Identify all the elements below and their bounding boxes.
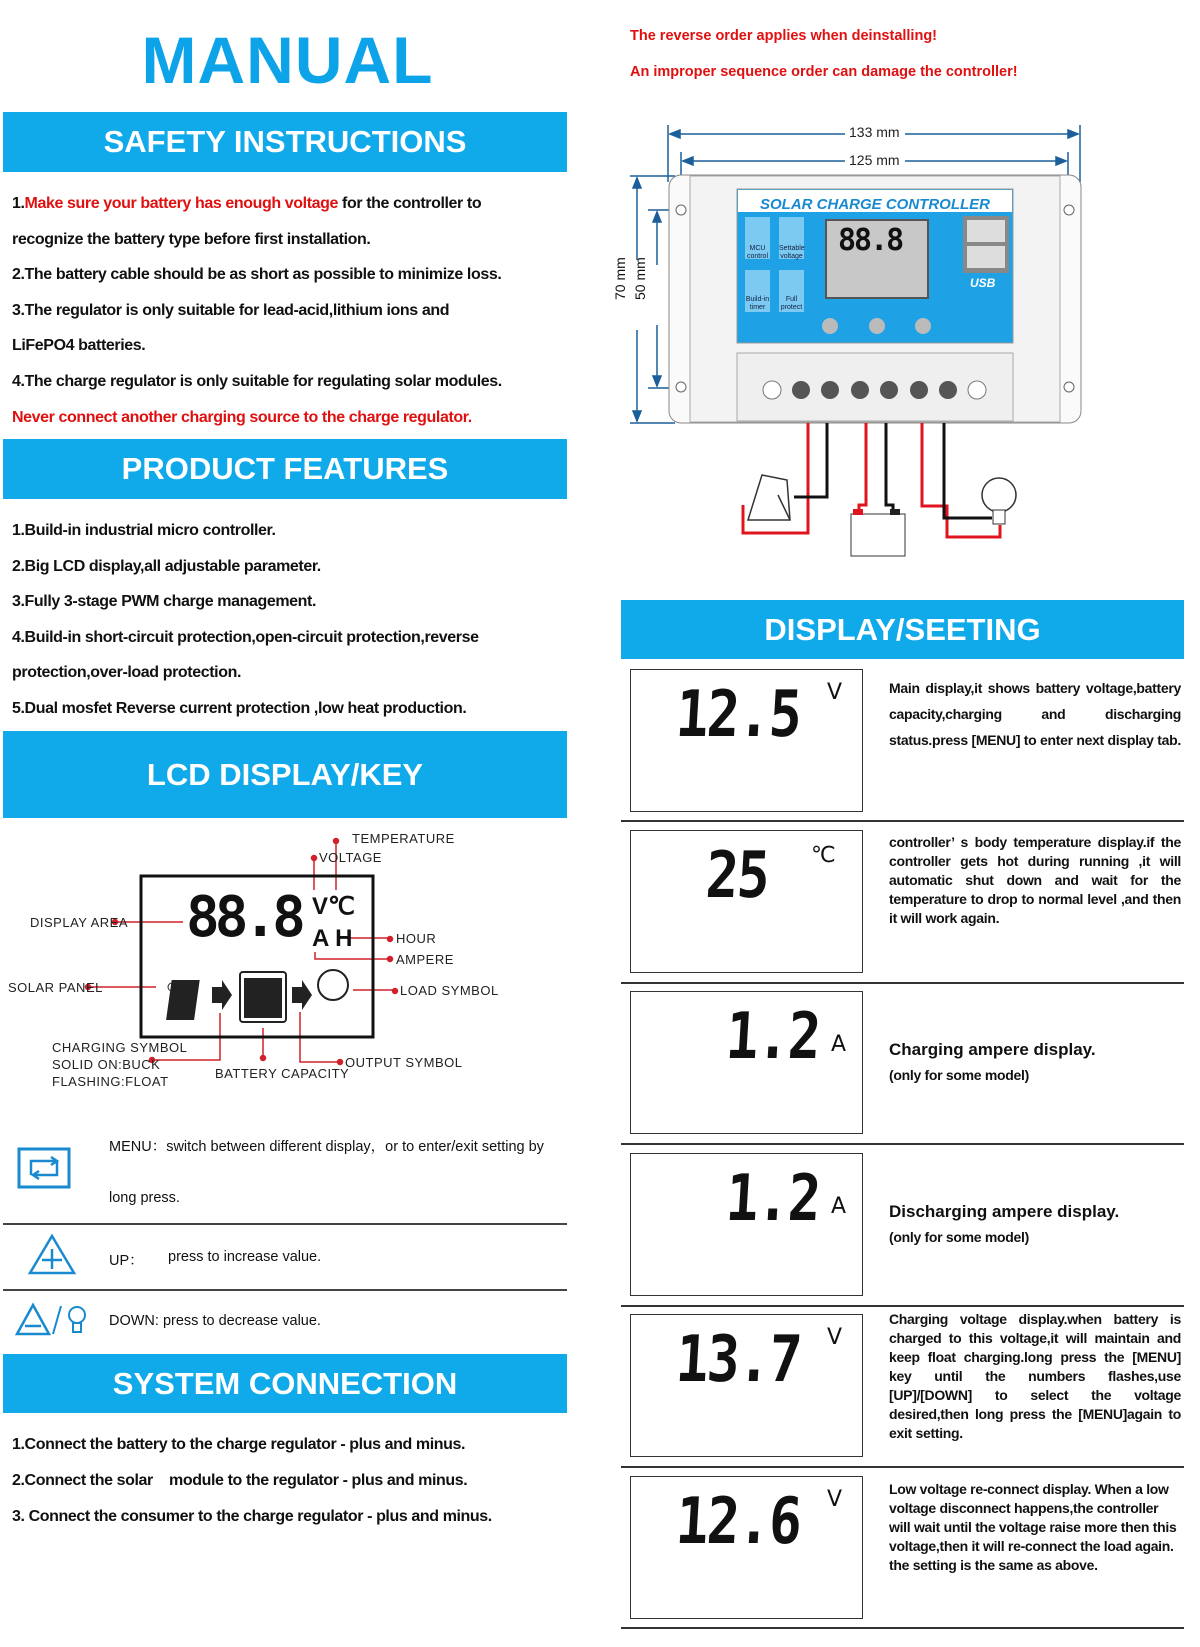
up-key-icon bbox=[28, 1233, 76, 1275]
feature-line: 1.Build-in industrial micro controller. bbox=[12, 522, 276, 539]
num: 1. bbox=[12, 195, 25, 212]
up-desc: press to increase value. bbox=[168, 1249, 322, 1265]
lcd-unit: V bbox=[827, 680, 843, 705]
display-box-discharge-amp bbox=[630, 1153, 863, 1296]
lcd-unit-ah: A H bbox=[312, 925, 353, 952]
lcd-unit: A bbox=[831, 1194, 847, 1219]
lcd-key-header: LCD DISPLAY/KEY bbox=[3, 731, 567, 818]
display-box-charge-amp bbox=[630, 991, 863, 1134]
warning-text: Make sure your battery has enough voltage bbox=[24, 195, 339, 212]
controller-protect: Full protect bbox=[780, 296, 803, 311]
lcd-unit: V bbox=[827, 1487, 843, 1512]
menu-desc-1: MENU：switch between different display，or to enter/exit setting by bbox=[109, 1139, 544, 1155]
lcd-value: 12.6 bbox=[673, 1485, 803, 1559]
feature-line: 4.Build-in short-circuit protection,open-circuit protection,reverse bbox=[12, 629, 479, 646]
label-solar-panel: SOLAR PANEL bbox=[8, 980, 103, 995]
menu-desc-2: long press. bbox=[109, 1190, 180, 1206]
label-voltage: VOLTAGE bbox=[319, 850, 382, 865]
note-deinstall: The reverse order applies when deinstalling! bbox=[630, 28, 938, 44]
note-sequence: An improper sequence order can damage the controller! bbox=[630, 64, 1018, 80]
lcd-unit: ℃ bbox=[811, 843, 836, 868]
label-charging-2: SOLID ON:BUCK bbox=[52, 1057, 161, 1072]
divider bbox=[621, 1466, 1184, 1468]
feature-line: 2.Big LCD display,all adjustable parameter. bbox=[12, 558, 321, 575]
lcd-unit: V bbox=[827, 1325, 843, 1350]
dim-50: 50 mm bbox=[632, 257, 648, 300]
dim-70: 70 mm bbox=[612, 257, 628, 300]
label-display-area: DISPLAY AREA bbox=[30, 915, 129, 930]
divider bbox=[3, 1223, 567, 1225]
label-load-symbol: LOAD SYMBOL bbox=[400, 983, 499, 998]
menu-key-icon bbox=[17, 1147, 73, 1189]
safety-line-5: LiFePO4 batteries. bbox=[12, 337, 146, 354]
display-box-reconnect bbox=[630, 1476, 863, 1619]
display-desc-main: Main display,it shows battery voltage,battery capacity,charging and discharging status.press [MENU] to enter next display tab. bbox=[889, 680, 1181, 748]
lcd-value: 1.2 bbox=[723, 1162, 822, 1236]
controller-usb: USB bbox=[970, 276, 996, 290]
display-sub-charge-amp: (only for some model) bbox=[889, 1067, 1029, 1083]
safety-line-3: 2.The battery cable should be as short as possible to minimize loss. bbox=[12, 266, 502, 283]
divider bbox=[3, 1289, 567, 1291]
display-header: DISPLAY/SEETING bbox=[621, 600, 1184, 659]
display-desc-charge-amp: Charging ampere display. bbox=[889, 1040, 1096, 1059]
divider bbox=[621, 1143, 1184, 1145]
safety-header: SAFETY INSTRUCTIONS bbox=[3, 112, 567, 172]
system-line: 1.Connect the battery to the charge regulator - plus and minus. bbox=[12, 1436, 466, 1453]
controller-title: SOLAR CHARGE CONTROLLER bbox=[760, 196, 990, 213]
display-sub-discharge-amp: (only for some model) bbox=[889, 1229, 1029, 1245]
down-key-icon bbox=[15, 1302, 90, 1336]
feature-line: protection,over-load protection. bbox=[12, 664, 241, 681]
lcd-value: 1.2 bbox=[723, 1000, 822, 1074]
lcd-value: 13.7 bbox=[673, 1323, 803, 1397]
dim-125: 125 mm bbox=[846, 152, 903, 168]
controller-drawing bbox=[600, 100, 1200, 560]
lcd-diagram bbox=[0, 800, 600, 1100]
divider bbox=[621, 982, 1184, 984]
up-label: UP： bbox=[109, 1253, 144, 1269]
controller-lcd-digits: 88.8 bbox=[838, 223, 903, 258]
system-header: SYSTEM CONNECTION bbox=[3, 1354, 567, 1413]
divider bbox=[621, 820, 1184, 822]
label-temperature: TEMPERATURE bbox=[352, 831, 455, 846]
controller-settable: Settable voltage bbox=[779, 245, 805, 260]
lcd-value: 25 bbox=[703, 839, 771, 913]
label-output-symbol: OUTPUT SYMBOL bbox=[345, 1055, 463, 1070]
system-line: 3. Connect the consumer to the charge regulator - plus and minus. bbox=[12, 1508, 492, 1525]
feature-line: 5.Dual mosfet Reverse current protection ,low heat production. bbox=[12, 700, 467, 717]
feature-line: 3.Fully 3-stage PWM charge management. bbox=[12, 593, 316, 610]
label-charging-3: FLASHING:FLOAT bbox=[52, 1074, 169, 1089]
label-ampere: AMPERE bbox=[396, 952, 454, 967]
safety-line-2: recognize the battery type before first installation. bbox=[12, 231, 371, 248]
lcd-unit-vc: V℃ bbox=[312, 893, 355, 920]
divider bbox=[621, 1627, 1184, 1629]
display-box-main bbox=[630, 669, 863, 812]
safety-line-4: 3.The regulator is only suitable for lead-acid,lithium ions and bbox=[12, 302, 450, 319]
safety-warning: Never connect another charging source to the charge regulator. bbox=[12, 409, 472, 426]
lcd-unit: A bbox=[831, 1032, 847, 1057]
system-line: 2.Connect the solar module to the regulator - plus and minus. bbox=[12, 1472, 468, 1489]
safety-line-6: 4.The charge regulator is only suitable for regulating solar modules. bbox=[12, 373, 502, 390]
dim-133: 133 mm bbox=[846, 124, 903, 140]
display-desc-charge-volt: Charging voltage display.when battery is charged to this voltage,it will maintain and keep float charging.long press the [MENU] key until the numbers flashes,use [UP]/[DOWN] to select the voltage desired,then long press the [MENU]again to exit setting. bbox=[889, 1311, 1181, 1441]
label-charging-1: CHARGING SYMBOL bbox=[52, 1040, 188, 1055]
controller-mcu: MCU control bbox=[746, 245, 768, 260]
down-desc: DOWN: press to decrease value. bbox=[109, 1313, 321, 1329]
safety-line-1 bbox=[12, 195, 481, 213]
controller-timer: Build-in timer bbox=[745, 296, 770, 311]
display-box-temp bbox=[630, 830, 863, 973]
lcd-value: 12.5 bbox=[673, 678, 803, 752]
lcd-digits: 88.8 bbox=[186, 885, 301, 950]
display-desc-reconnect: Low voltage re-connect display. When a low voltage disconnect happens,the controller will wait until the voltage raise more then this voltage,then it will re-connect the load again. the setting is the same as above. bbox=[889, 1481, 1177, 1573]
display-box-charge-volt bbox=[630, 1314, 863, 1457]
display-desc-temp: controller’ s body temperature display.if the controller gets hot during running ,it will automatic shut down and wait for the temperature to drop to normal level ,and then it will work again. bbox=[889, 834, 1181, 926]
features-header: PRODUCT FEATURES bbox=[3, 439, 567, 499]
text: for the controller to bbox=[338, 195, 482, 212]
divider bbox=[621, 1305, 1184, 1307]
label-hour: HOUR bbox=[396, 931, 437, 946]
display-desc-discharge-amp: Discharging ampere display. bbox=[889, 1202, 1120, 1221]
label-battery-capacity: BATTERY CAPACITY bbox=[215, 1066, 350, 1081]
manual-title: MANUAL bbox=[141, 23, 434, 97]
